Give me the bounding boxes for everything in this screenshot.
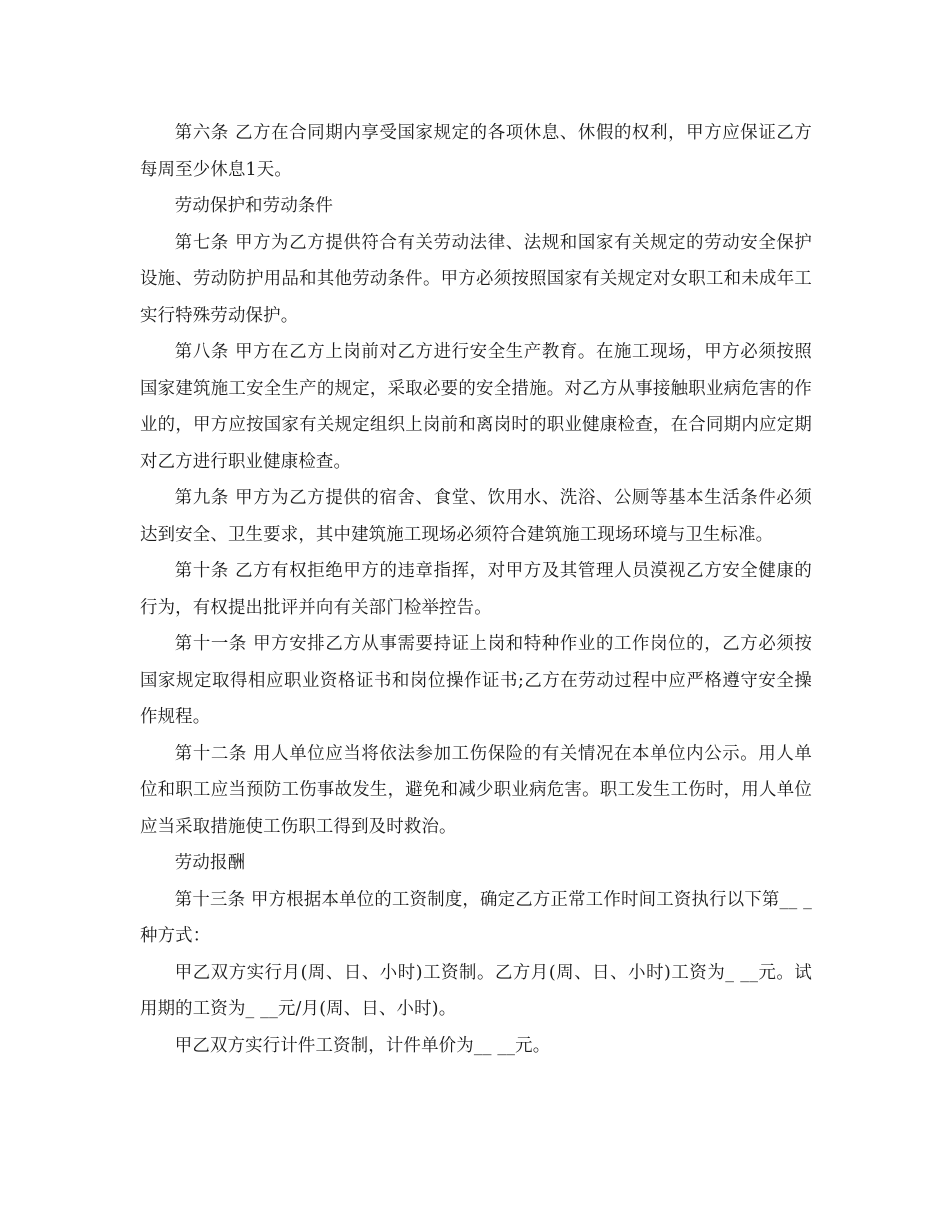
section-heading-remuneration: 劳动报酬 — [174, 853, 246, 873]
section-heading-labor-protection: 劳动保护和劳动条件 — [174, 196, 334, 216]
article-9: 第九条 甲方为乙方提供的宿舍、食堂、饮用水、洗浴、公厕等基本生活条件必须达到安全、卫生要求，其中建筑施工现场必须符合建筑施工现场环境与卫生标准。 — [140, 488, 812, 545]
article-13: 第十三条 甲方根据本单位的工资制度，确定乙方正常工作时间工资执行以下第__ _种方式： — [140, 889, 812, 946]
wage-option-monthly: 甲乙双方实行月(周、日、小时)工资制。乙方月(周、日、小时)工资为_ __元。试用期的工资为_ __元/月(周、日、小时)。 — [140, 962, 812, 1019]
article-6: 第六条 乙方在合同期内享受国家规定的各项休息、休假的权利，甲方应保证乙方每周至少休息1天。 — [140, 123, 812, 180]
wage-option-piecework: 甲乙双方实行计件工资制，计件单价为__ __元。 — [174, 1035, 551, 1056]
article-12: 第十二条 用人单位应当将依法参加工伤保险的有关情况在本单位内公示。用人单位和职工应当预防工伤事故发生，避免和减少职业病危害。职工发生工伤时，用人单位应当采取措施使工伤职工得到及时救治。 — [140, 743, 812, 837]
article-11: 第十一条 甲方安排乙方从事需要持证上岗和特种作业的工作岗位的，乙方必须按国家规定取得相应职业资格证书和岗位操作证书;乙方在劳动过程中应严格遵守安全操作规程。 — [140, 634, 812, 727]
article-7: 第七条 甲方为乙方提供符合有关劳动法律、法规和国家有关规定的劳动安全保护设施、劳动防护用品和其他劳动条件。甲方必须按照国家有关规定对女职工和未成年工实行特殊劳动保护。 — [140, 232, 812, 326]
article-8: 第八条 甲方在乙方上岗前对乙方进行安全生产教育。在施工现场，甲方必须按照国家建筑施工安全生产的规定，采取必要的安全措施。对乙方从事接触职业病危害的作业的，甲方应按国家有关规定组织上岗前和离岗时的职业健康检查，在合同期内应定期对乙方进行职业健康检查。 — [140, 342, 812, 472]
document-body — [140, 115, 812, 1064]
article-10: 第十条 乙方有权拒绝甲方的违章指挥，对甲方及其管理人员漠视乙方安全健康的行为，有权提出批评并向有关部门检举控告。 — [140, 561, 812, 618]
